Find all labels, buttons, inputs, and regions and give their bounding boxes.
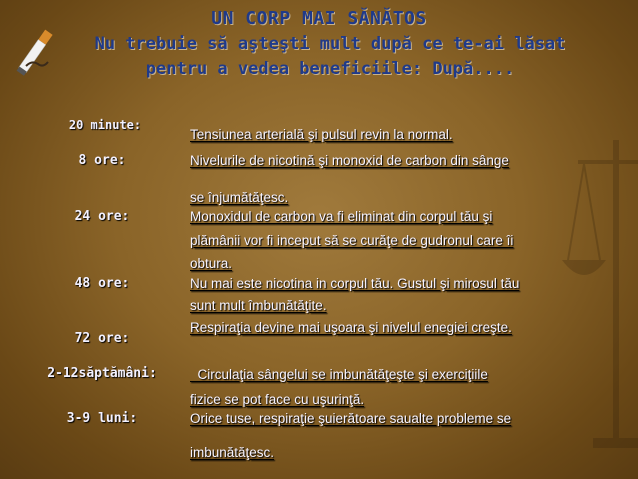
desc-8h-line1: Nivelurile de nicotină şi monoxid de carbon din sânge [190, 153, 509, 168]
time-label-20min: 20 minute: [68, 118, 142, 132]
desc-2-12weeks-line2: fizice se pot face cu uşurinţă. [190, 392, 365, 407]
desc-3-9months-line2: imbunătăţesc. [190, 445, 275, 460]
desc-48h-line1: Nu mai este nicotina in corpul tău. Gustul şi mirosul tău [190, 276, 520, 291]
time-label-24h: 24 ore: [74, 209, 130, 224]
time-label-48h: 48 ore: [74, 276, 130, 291]
time-label-3-9months: 3-9 luni: [66, 411, 138, 426]
desc-24h-line2: plămânii vor fi inceput să se curăţe de gudronul care îi [190, 233, 514, 248]
desc-20min: Tensiunea arterială şi pulsul revin la normal. [190, 127, 453, 142]
time-label-72h: 72 ore: [74, 331, 130, 346]
time-label-2-12weeks: 2-12săptămâni: [47, 366, 157, 381]
desc-24h-line3: obtura. [190, 256, 233, 271]
desc-48h-line2: sunt mult îmbunătăţite. [190, 298, 327, 313]
page-title: UN CORP MAI SĂNĂTOS [211, 8, 427, 29]
subtitle-line-1: Nu trebuie să aşteşti mult după ce te-ai lăsat [94, 34, 566, 54]
desc-8h-line2: se înjumătăţesc. [190, 190, 289, 205]
desc-2-12weeks-line1: Circulaţia sângelui se imbunătăţeşte şi exerciţiile [190, 367, 488, 382]
desc-3-9months-line1: Orice tuse, respiraţie şuierătoare saualte probleme se [190, 411, 512, 426]
desc-72h: Respiraţia devine mai uşoara şi nivelul enegiei creşte. [190, 320, 512, 335]
desc-24h-line1: Monoxidul de carbon va fi eliminat din corpul tău şi [190, 209, 493, 224]
subtitle-line-2: pentru a vedea beneficiile: După.... [145, 59, 515, 79]
time-label-8h: 8 ore: [78, 153, 126, 168]
